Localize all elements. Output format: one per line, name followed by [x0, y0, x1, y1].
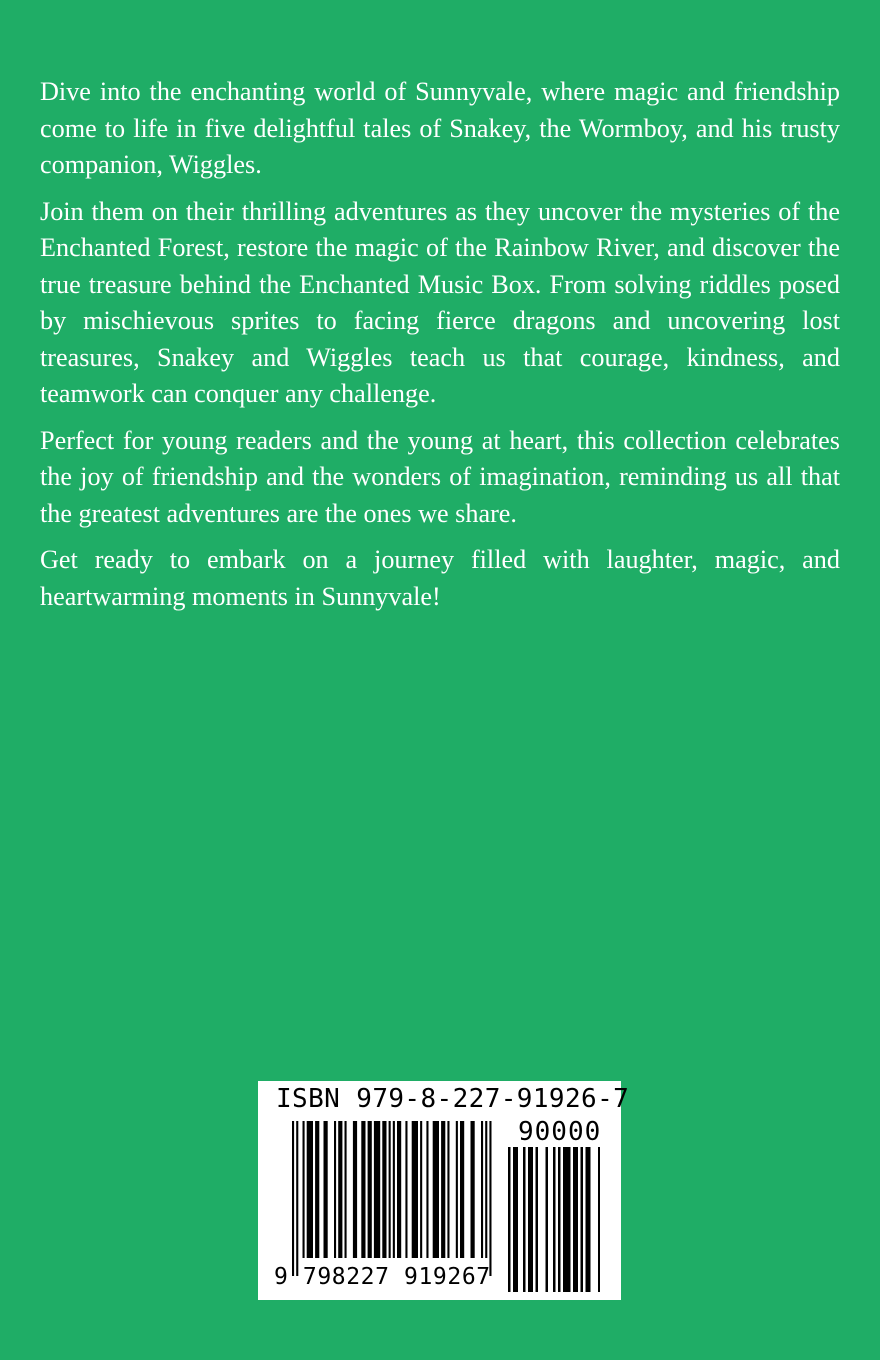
barcode-bar: [489, 1121, 491, 1276]
blurb-paragraph-4: Get ready to embark on a journey filled with laughter, magic, and heartwarming moments in Sunnyvale!: [40, 545, 840, 611]
barcode-bar: [586, 1147, 591, 1292]
barcode-bar: [292, 1121, 294, 1276]
ean-digits: 9 798227 919267: [274, 1264, 491, 1290]
barcode-bar: [353, 1121, 357, 1258]
barcode-bar: [471, 1121, 475, 1258]
barcode-bar: [598, 1147, 600, 1292]
isbn-label: ISBN 979-8-227-91926-7: [276, 1084, 630, 1114]
barcode-bar: [412, 1121, 418, 1258]
barcode-bar: [393, 1121, 395, 1258]
barcode-bar: [361, 1121, 365, 1258]
barcode-bar: [573, 1147, 578, 1292]
price-code: 90000: [518, 1117, 602, 1147]
barcode-bar: [485, 1121, 487, 1258]
barcode-bar: [324, 1121, 328, 1258]
isbn-barcode: [258, 1081, 630, 1300]
barcode-bar: [345, 1121, 347, 1258]
barcode-bar: [460, 1121, 464, 1258]
barcode-bar: [536, 1147, 539, 1292]
barcode-bar: [374, 1121, 380, 1258]
barcode-bar: [426, 1121, 428, 1258]
barcode-bar: [563, 1147, 571, 1292]
addon-bars: [508, 1147, 600, 1292]
barcode-bar: [315, 1121, 319, 1258]
barcode-bar: [296, 1121, 298, 1276]
barcode-bar: [508, 1147, 511, 1292]
barcode-bar: [481, 1121, 483, 1258]
barcode-bar: [382, 1121, 386, 1258]
barcode-bar: [447, 1121, 449, 1258]
barcode-bar: [433, 1121, 439, 1258]
barcode-bar: [397, 1121, 401, 1258]
blurb-paragraph-3: Perfect for young readers and the young at heart, this collection celebrates the joy of friendship and the wonders of imagination, reminding us all that the greatest adventures are the ones we share.: [40, 425, 840, 528]
barcode-bar: [405, 1121, 407, 1258]
barcode-bar: [513, 1147, 518, 1292]
barcode-bar: [456, 1121, 458, 1258]
blurb-text: [40, 74, 840, 625]
barcode-bar: [389, 1121, 391, 1258]
barcode-bar: [303, 1121, 305, 1258]
barcode-bar: [338, 1121, 342, 1258]
barcode-bar: [334, 1121, 336, 1258]
barcode-bar: [420, 1121, 422, 1258]
barcode-bar: [546, 1147, 549, 1292]
barcode-bar: [368, 1121, 372, 1258]
blurb-paragraph-2: Join them on their thrilling adventures as they uncover the mysteries of the Enchanted Forest, restore the magic of the Rainbow River, and discover the true treasure behind the Enchanted Music Box. From solving riddles posed by mischievous sprites to facing fierce dragons and uncovering lost treasures, Snakey and Wiggles teach us that courage, kindness, and teamwork can conquer any challenge.: [40, 196, 840, 408]
barcode-bar: [523, 1147, 526, 1292]
barcode-bar: [307, 1121, 313, 1258]
barcode-bar: [441, 1121, 445, 1258]
barcode-bar: [581, 1147, 584, 1292]
blurb-paragraph-1: Dive into the enchanting world of Sunnyvale, where magic and friendship come to life in five delightful tales of Snakey, the Wormboy, and his trusty companion, Wiggles.: [40, 77, 840, 179]
barcode-bar: [558, 1147, 561, 1292]
ean-bars: [292, 1121, 492, 1276]
barcode-bar: [553, 1147, 556, 1292]
barcode-bar: [528, 1147, 533, 1292]
